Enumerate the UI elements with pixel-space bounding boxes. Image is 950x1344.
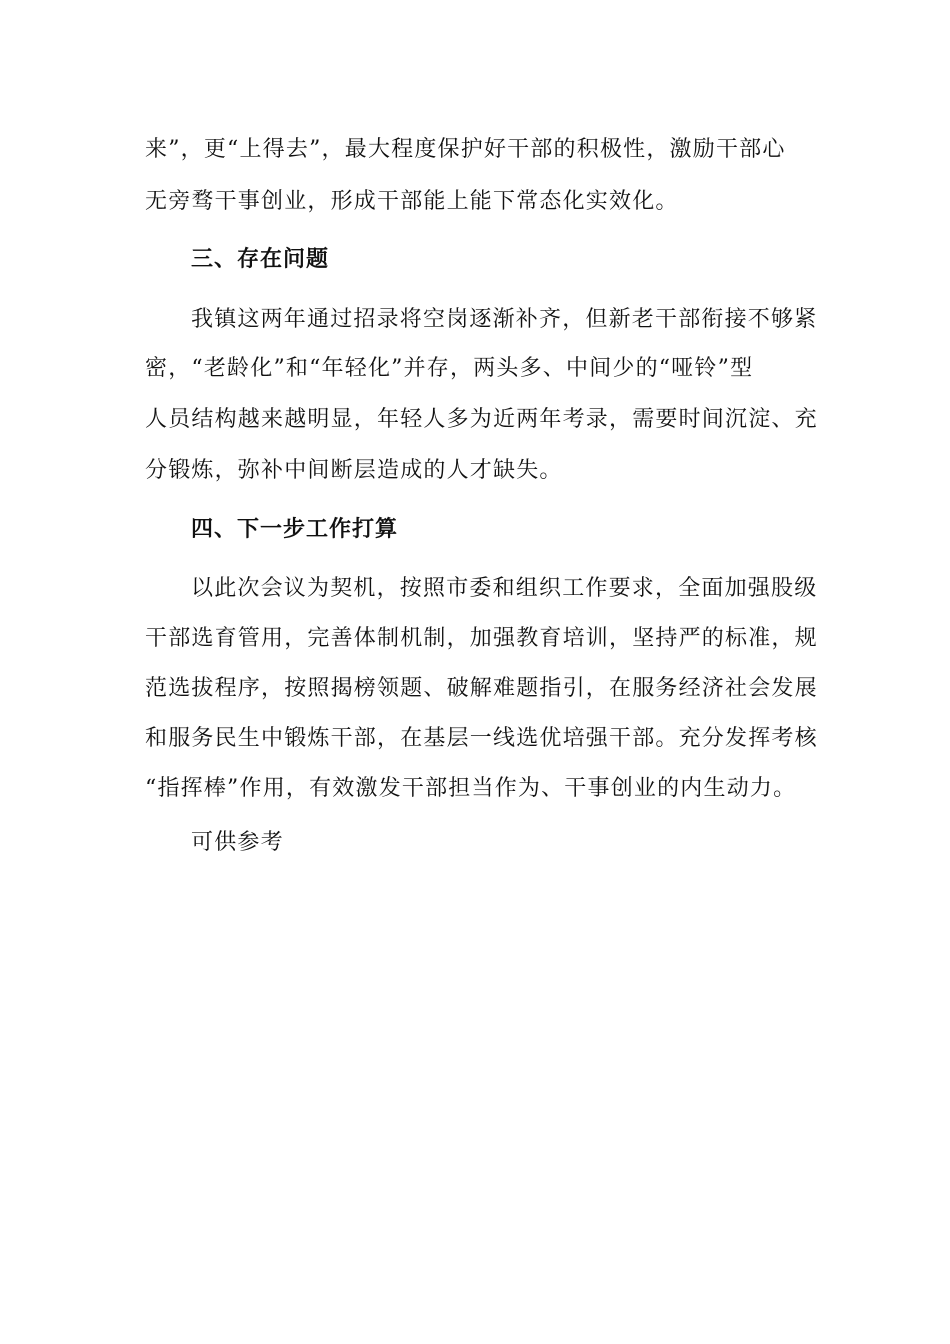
section-heading-problems: 三、存在问题 xyxy=(191,246,330,272)
paragraph-line: 分锻炼，弥补中间断层造成的人才缺失。 xyxy=(145,458,563,483)
paragraph-line: “指挥棒”作用，有效激发干部担当作为、干事创业的内生动力。 xyxy=(145,776,797,801)
section-heading-next-steps: 四、下一步工作打算 xyxy=(191,516,399,542)
paragraph-line: 范选拔程序，按照揭榜领题、破解难题指引，在服务经济社会发展 xyxy=(145,676,818,701)
paragraph-line: 和服务民生中锻炼干部，在基层一线选优培强干部。充分发挥考核 xyxy=(145,726,818,751)
paragraph-line: 密，“老龄化”和“年轻化”并存，两头多、中间少的“哑铃”型 xyxy=(145,356,754,381)
paragraph-line: 人员结构越来越明显，年轻人多为近两年考录，需要时间沉淀、充 xyxy=(145,407,818,432)
closing-text: 可供参考 xyxy=(191,830,284,855)
paragraph-line: 无旁骛干事创业，形成干部能上能下常态化实效化。 xyxy=(145,189,679,214)
paragraph-line: 干部选育管用，完善体制机制，加强教育培训，坚持严的标准，规 xyxy=(145,626,818,651)
paragraph-line: 来”，更“上得去”，最大程度保护好干部的积极性，激励干部心 xyxy=(145,137,786,162)
paragraph-line: 我镇这两年通过招录将空岗逐渐补齐，但新老干部衔接不够紧 xyxy=(191,307,818,332)
paragraph-line: 以此次会议为契机，按照市委和组织工作要求，全面加强股级 xyxy=(191,576,818,601)
